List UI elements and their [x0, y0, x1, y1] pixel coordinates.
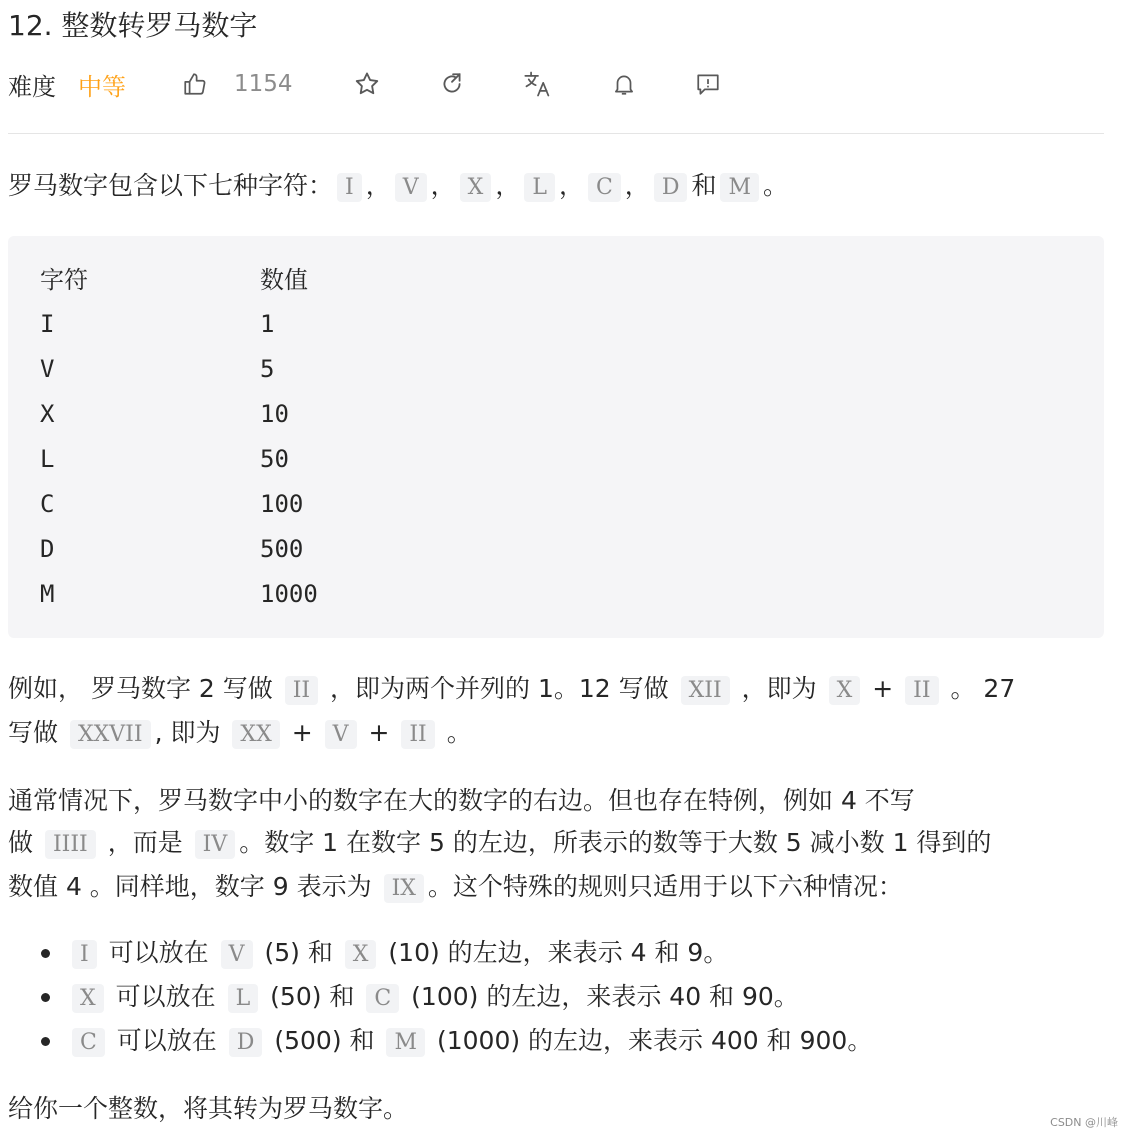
- table-cell-value: 500: [260, 535, 304, 563]
- inline-code: L: [228, 984, 259, 1013]
- list-text: (10) 的左边，来表示 4 和 9。: [388, 938, 729, 967]
- rule-paragraph: [8, 780, 1104, 910]
- example-text: 写做: [8, 718, 59, 747]
- list-text: (100) 的左边，来表示 40 和 90。: [411, 982, 799, 1011]
- example-text: 。 27: [950, 674, 1016, 703]
- task-paragraph: 给你一个整数，将其转为罗马数字。: [8, 1094, 409, 1123]
- table-row: [40, 572, 318, 617]
- separator: ，: [430, 171, 456, 200]
- example-line-1: [8, 668, 1104, 712]
- table-cell-value: 10: [260, 400, 289, 428]
- table-cell-value: 1000: [260, 580, 318, 608]
- table-cell-value: 50: [260, 445, 289, 473]
- table-row: [40, 392, 289, 437]
- inline-code: V: [325, 720, 357, 749]
- inline-code: I: [337, 173, 362, 202]
- inline-code: C: [588, 173, 621, 202]
- separator: ，: [558, 171, 584, 200]
- inline-code: D: [229, 1028, 263, 1057]
- list-text: (50) 和: [270, 982, 355, 1011]
- table-header-symbol: 字符: [40, 266, 88, 294]
- inline-code: M: [720, 173, 759, 202]
- intro-paragraph: [8, 165, 1104, 209]
- list-text: 可以放在: [115, 982, 216, 1011]
- plus-sign: +: [368, 718, 390, 747]
- example-text: ，即为: [741, 674, 817, 703]
- table-row: [40, 347, 274, 392]
- inline-code: X: [72, 984, 104, 1013]
- intro-text: 罗马数字包含以下七种字符：: [8, 171, 334, 200]
- example-text: 。: [446, 718, 472, 747]
- inline-code: IIII: [45, 830, 96, 859]
- inline-code: XX: [232, 720, 279, 749]
- difficulty-label: 难度: [8, 72, 56, 101]
- rule-text: ，而是: [107, 828, 183, 857]
- table-cell-symbol: D: [40, 535, 55, 563]
- bell-icon[interactable]: [611, 71, 637, 97]
- table-cell-symbol: C: [40, 490, 55, 518]
- watermark: CSDN @川峰: [1050, 1116, 1118, 1129]
- inline-code: II: [905, 676, 938, 705]
- symbol-value-table: [8, 236, 1104, 638]
- inline-code: M: [386, 1028, 425, 1057]
- table-row: [40, 302, 274, 347]
- separator: ，: [495, 171, 521, 200]
- table-cell-symbol: V: [40, 355, 55, 383]
- period: 。: [763, 171, 789, 200]
- list-text: 可以放在: [108, 938, 209, 967]
- list-item: [68, 1020, 872, 1064]
- example-text: ，即为两个并列的 1。12 写做: [330, 674, 669, 703]
- like-count: 1154: [234, 71, 293, 97]
- share-icon[interactable]: [439, 71, 465, 97]
- rule-text: 数值 4 。同样地，数字 9 表示为: [8, 872, 372, 901]
- rule-line-1: 通常情况下，罗马数字中小的数字在大的数字的右边。但也存在特例，例如 4 不写: [8, 786, 915, 815]
- plus-sign: +: [872, 674, 894, 703]
- translate-icon[interactable]: [523, 70, 553, 98]
- thumb-up-icon[interactable]: [182, 71, 208, 97]
- inline-code: IX: [384, 874, 424, 903]
- inline-code: X: [345, 940, 377, 969]
- inline-code: IV: [195, 830, 236, 859]
- difficulty-badge: 中等: [78, 72, 126, 101]
- table-row: [40, 527, 303, 572]
- star-icon[interactable]: [353, 70, 381, 98]
- example-line-2: [8, 712, 1104, 756]
- separator: ，: [365, 171, 391, 200]
- inline-code: L: [524, 173, 555, 202]
- list-item: [68, 976, 872, 1020]
- inline-code: V: [395, 173, 427, 202]
- inline-code: D: [654, 173, 688, 202]
- inline-code: C: [366, 984, 399, 1013]
- divider: [8, 133, 1104, 134]
- inline-code: II: [401, 720, 434, 749]
- example-paragraph: [8, 668, 1104, 756]
- inline-code: I: [72, 940, 97, 969]
- list-text: (500) 和: [274, 1026, 375, 1055]
- table-cell-symbol: M: [40, 580, 55, 608]
- rule-line-2: [8, 822, 1104, 866]
- rule-list: [68, 932, 872, 1064]
- inline-code: X: [829, 676, 861, 705]
- table-cell-value: 5: [260, 355, 275, 383]
- like-button[interactable]: [182, 71, 293, 97]
- list-text: (1000) 的左边，来表示 400 和 900。: [436, 1026, 873, 1055]
- rule-text: 。数字 1 在数字 5 的左边，所表示的数等于大数 5 减小数 1 得到的: [239, 828, 992, 857]
- table-row: [40, 437, 289, 482]
- feedback-icon[interactable]: [695, 71, 721, 97]
- list-text: 可以放在: [116, 1026, 217, 1055]
- rule-text: 做: [8, 828, 34, 857]
- table-cell-value: 100: [260, 490, 304, 518]
- inline-code: C: [72, 1028, 105, 1057]
- table-header-value: 数值: [260, 266, 308, 294]
- problem-meta-bar: [8, 64, 721, 104]
- separator: ，: [624, 171, 650, 200]
- rule-text: 。这个特殊的规则只适用于以下六种情况：: [427, 872, 903, 901]
- table-cell-value: 1: [260, 310, 275, 338]
- rule-line-3: [8, 866, 1104, 910]
- inline-code: II: [285, 676, 318, 705]
- example-text: 例如， 罗马数字 2 写做: [8, 674, 273, 703]
- page-title: 12. 整数转罗马数字: [8, 9, 258, 42]
- plus-sign: +: [291, 718, 313, 747]
- inline-code: XXVII: [70, 720, 151, 749]
- table-header: [40, 258, 308, 303]
- and-text: 和: [691, 171, 717, 200]
- list-text: (5) 和: [264, 938, 333, 967]
- inline-code: V: [221, 940, 253, 969]
- inline-code: X: [460, 173, 492, 202]
- table-cell-symbol: L: [40, 445, 55, 473]
- list-item: [68, 932, 872, 976]
- table-cell-symbol: X: [40, 400, 55, 428]
- example-text: , 即为: [154, 718, 221, 747]
- table-cell-symbol: I: [40, 310, 55, 338]
- inline-code: XII: [681, 676, 730, 705]
- table-row: [40, 482, 303, 527]
